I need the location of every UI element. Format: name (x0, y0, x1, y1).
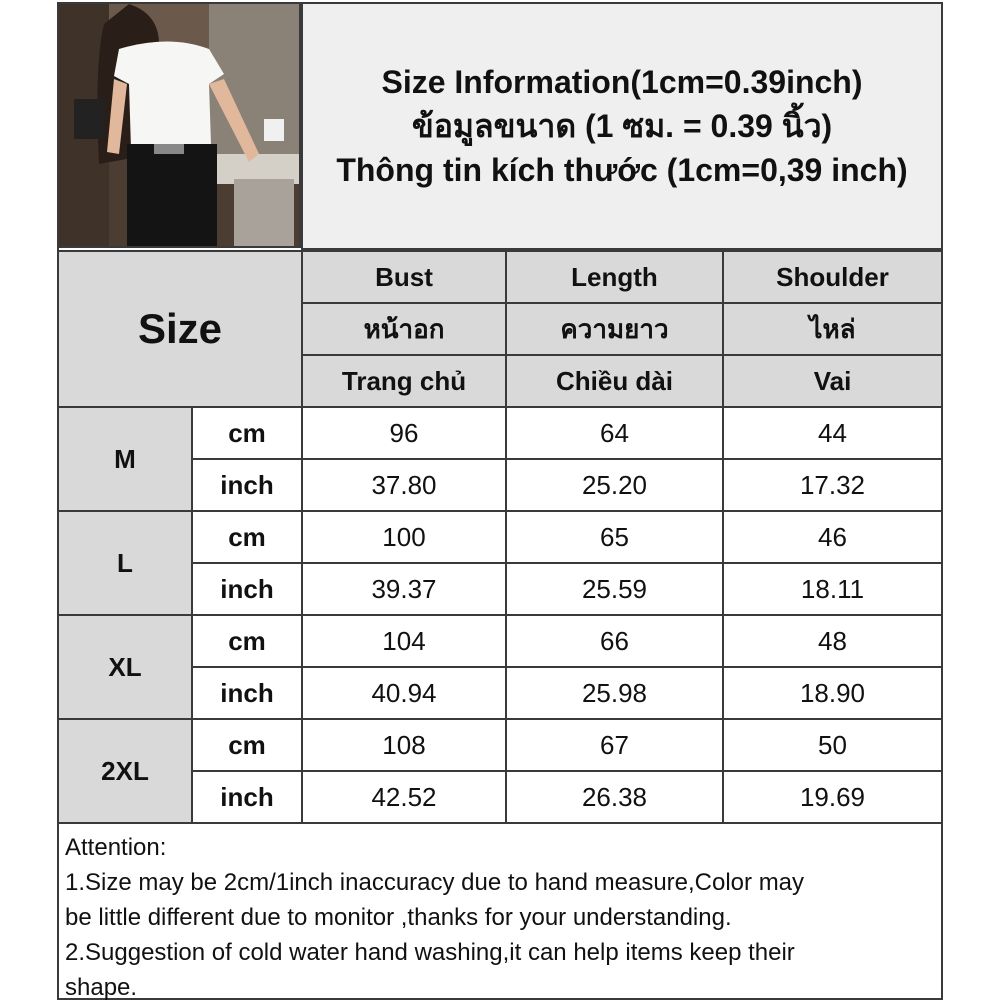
title-thai: ข้อมูลขนาด (1 ซม. = 0.39 นิ้ว) (411, 108, 833, 144)
notes-line: shape. (65, 974, 138, 1001)
model-photo (59, 4, 301, 248)
value-m-shoulder-cm: 44 (724, 408, 941, 458)
grid-line (303, 354, 941, 356)
unit-label-inch: inch (193, 460, 301, 510)
notes-line: 2.Suggestion of cold water hand washing,it can help items keep their (65, 939, 795, 966)
unit-label-inch: inch (193, 668, 301, 718)
grid-line (301, 4, 303, 822)
grid-line (191, 408, 193, 822)
col-header-bust-en: Bust (303, 252, 505, 302)
unit-label-cm: cm (193, 408, 301, 458)
size-header: Size (137, 305, 223, 352)
value-m-bust-inch: 37.80 (303, 460, 505, 510)
col-header-bust-vi: Trang chủ (303, 356, 505, 406)
attention-notes (59, 826, 941, 1001)
value-m-bust-cm: 96 (303, 408, 505, 458)
grid-line (193, 770, 941, 772)
value-m-length-inch: 25.20 (507, 460, 722, 510)
value-l-length-inch: 25.59 (507, 564, 722, 614)
value-l-length-cm: 65 (507, 512, 722, 562)
value-l-shoulder-cm: 46 (724, 512, 941, 562)
value-xl-bust-cm: 104 (303, 616, 505, 666)
grid-line (505, 252, 507, 822)
size-label-xl: XL (59, 616, 191, 718)
grid-line (722, 252, 724, 822)
title-vietnamese: Thông tin kích thước (1cm=0,39 inch) (336, 152, 908, 188)
value-l-shoulder-inch: 18.11 (724, 564, 941, 614)
col-header-shoulder-vi: Vai (724, 356, 941, 406)
unit-label-cm: cm (193, 616, 301, 666)
value-xl-length-cm: 66 (507, 616, 722, 666)
value-m-length-cm: 64 (507, 408, 722, 458)
value-xl-bust-inch: 40.94 (303, 668, 505, 718)
size-label-2xl: 2XL (59, 720, 191, 822)
col-header-shoulder-th: ไหล่ (724, 304, 941, 354)
title-english: Size Information(1cm=0.39inch) (381, 64, 863, 100)
value-xl-length-inch: 25.98 (507, 668, 722, 718)
grid-line (193, 666, 941, 668)
value-m-shoulder-inch: 17.32 (724, 460, 941, 510)
notes-heading: Attention: (65, 834, 167, 861)
col-header-length-th: ความยาว (507, 304, 722, 354)
unit-label-inch: inch (193, 564, 301, 614)
grid-line (303, 302, 941, 304)
value-xl-shoulder-inch: 18.90 (724, 668, 941, 718)
value-2xl-bust-cm: 108 (303, 720, 505, 770)
model-photo-illustration (59, 4, 301, 248)
value-2xl-shoulder-cm: 50 (724, 720, 941, 770)
size-label-l: L (59, 512, 191, 614)
unit-label-cm: cm (193, 720, 301, 770)
grid-line (59, 250, 941, 252)
value-l-bust-inch: 39.37 (303, 564, 505, 614)
value-2xl-length-inch: 26.38 (507, 772, 722, 822)
notes-line: be little different due to monitor ,thanks for your understanding. (65, 904, 732, 931)
size-label-m: M (59, 408, 191, 510)
size-info-title (303, 4, 941, 250)
size-header-cell (59, 252, 301, 406)
unit-label-inch: inch (193, 772, 301, 822)
notes-line: 1.Size may be 2cm/1inch inaccuracy due to hand measure,Color may (65, 869, 805, 896)
value-l-bust-cm: 100 (303, 512, 505, 562)
grid-line (193, 562, 941, 564)
col-header-length-en: Length (507, 252, 722, 302)
col-header-bust-th: หน้าอก (303, 304, 505, 354)
value-2xl-shoulder-inch: 19.69 (724, 772, 941, 822)
value-xl-shoulder-cm: 48 (724, 616, 941, 666)
value-2xl-length-cm: 67 (507, 720, 722, 770)
col-header-length-vi: Chiều dài (507, 356, 722, 406)
value-2xl-bust-inch: 42.52 (303, 772, 505, 822)
grid-line (59, 822, 941, 824)
unit-label-cm: cm (193, 512, 301, 562)
col-header-shoulder-en: Shoulder (724, 252, 941, 302)
grid-line (193, 458, 941, 460)
